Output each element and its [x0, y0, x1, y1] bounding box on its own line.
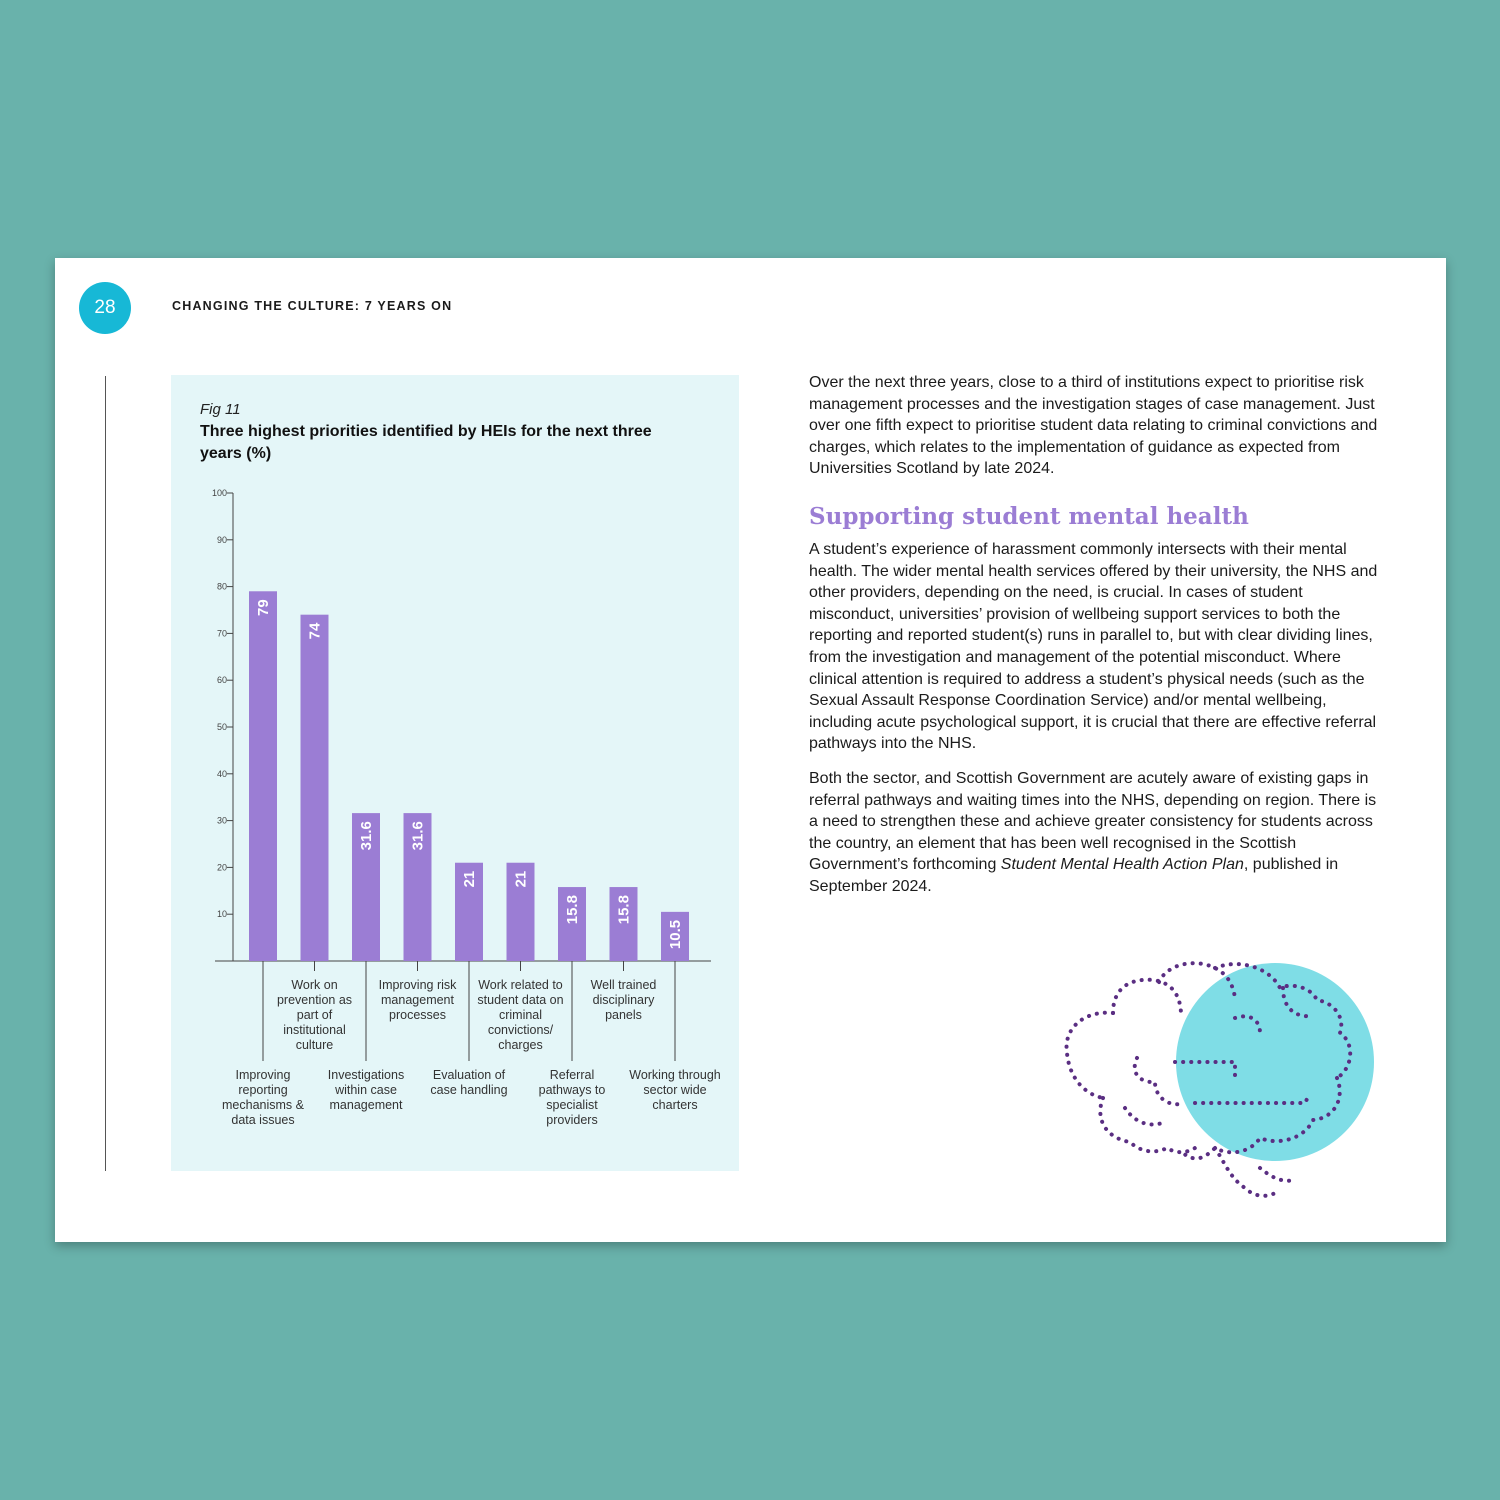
category-label: Investigations within case management — [327, 1068, 405, 1112]
bar-value-label: 74 — [306, 622, 324, 640]
page-number-badge: 28 — [79, 282, 131, 334]
y-tick-label: 90 — [216, 534, 227, 545]
figure-title: Three highest priorities identified by HEIs for the next three years (%) — [200, 423, 652, 462]
category-label: Work on prevention as part of institutional culture — [276, 978, 353, 1052]
bar-chart — [171, 375, 739, 1171]
category-label: Evaluation of case handling — [430, 1068, 508, 1097]
running-title: CHANGING THE CULTURE: 7 YEARS ON — [172, 299, 453, 313]
y-tick-label: 40 — [216, 768, 227, 779]
section-heading: Supporting student mental health — [809, 502, 1249, 530]
category-label: Well trained disciplinary panels — [590, 978, 657, 1022]
y-tick-label: 80 — [216, 581, 227, 592]
body-text-column — [809, 372, 1389, 910]
margin-rule — [105, 376, 106, 1171]
bar-value-label: 79 — [255, 599, 272, 616]
intro-paragraph: Over the next three years, close to a third of institutions expect to prioritise risk management processes and the investigation stages of case management. Just over one fifth expect to prioritise student data relating to criminal convictions and charges, which relates to the implementation of guidance as expected from Universities Scotland by late 2024. — [809, 374, 1378, 478]
bar-value-label: 21 — [461, 870, 478, 888]
bar-value-label: 21 — [512, 870, 530, 888]
figure-label: Fig 11 — [200, 401, 241, 418]
report-page — [55, 258, 1446, 1242]
category-label: Improving reporting mechanisms & data issues — [222, 1068, 304, 1127]
bar-value-label: 31.6 — [409, 821, 427, 851]
mental-health-paragraph: A student’s experience of harassment commonly intersects with their mental health. The wider mental health services offered by their university, the NHS and other providers, depending on the need, is crucial. In cases of student misconduct, universities’ provision of wellbeing support services to both the reporting and reported student(s) runs in parallel to, but with clear dividing lines, from the investigation and management of the potential misconduct. Where clinical attention is required to address a student’s physical needs (such as the Sexual Assault Response Coordination Service) and/or mental wellbeing, including acute psychological support, it is crucial that there are effective referral pathways into the NHS. — [809, 540, 1378, 753]
y-tick-label: 60 — [216, 675, 227, 686]
brain-icon — [1055, 958, 1385, 1208]
category-label: Working through sector wide charters — [629, 1068, 721, 1112]
y-tick-label: 50 — [216, 722, 227, 732]
bar — [301, 615, 329, 961]
y-tick-label: 70 — [216, 628, 227, 639]
bar-value-label: 15.8 — [564, 895, 581, 925]
bar-value-label: 31.6 — [358, 821, 375, 851]
bar-value-label: 10.5 — [667, 919, 684, 950]
referral-text-start: Both the sector, and Scottish Government are acutely aware of existing gaps in referral pathways and waiting times into the NHS, depending on region. There is a need to strengthen these and achieve greater consistency for students across the country, an element that has been well recognised in the Scottish Government’s forthcoming — [809, 769, 1377, 874]
y-tick-label: 10 — [216, 909, 227, 920]
category-label: Referral pathways to specialist providers — [538, 1068, 606, 1127]
figure-panel — [171, 375, 739, 1171]
y-tick-label: 100 — [211, 488, 227, 498]
y-tick-label: 20 — [216, 862, 227, 873]
bar-value-label: 15.8 — [615, 895, 633, 925]
bar — [249, 591, 277, 961]
category-label: Work related to student data on criminal convictions/ charges — [477, 978, 564, 1052]
y-tick-label: 30 — [216, 815, 227, 826]
action-plan-title: Student Mental Health Action Plan — [1000, 856, 1244, 874]
referral-paragraph — [809, 768, 1389, 898]
category-label: Improving risk management processes — [378, 978, 457, 1022]
referral-text-end: , published in September 2024. — [809, 856, 1339, 895]
